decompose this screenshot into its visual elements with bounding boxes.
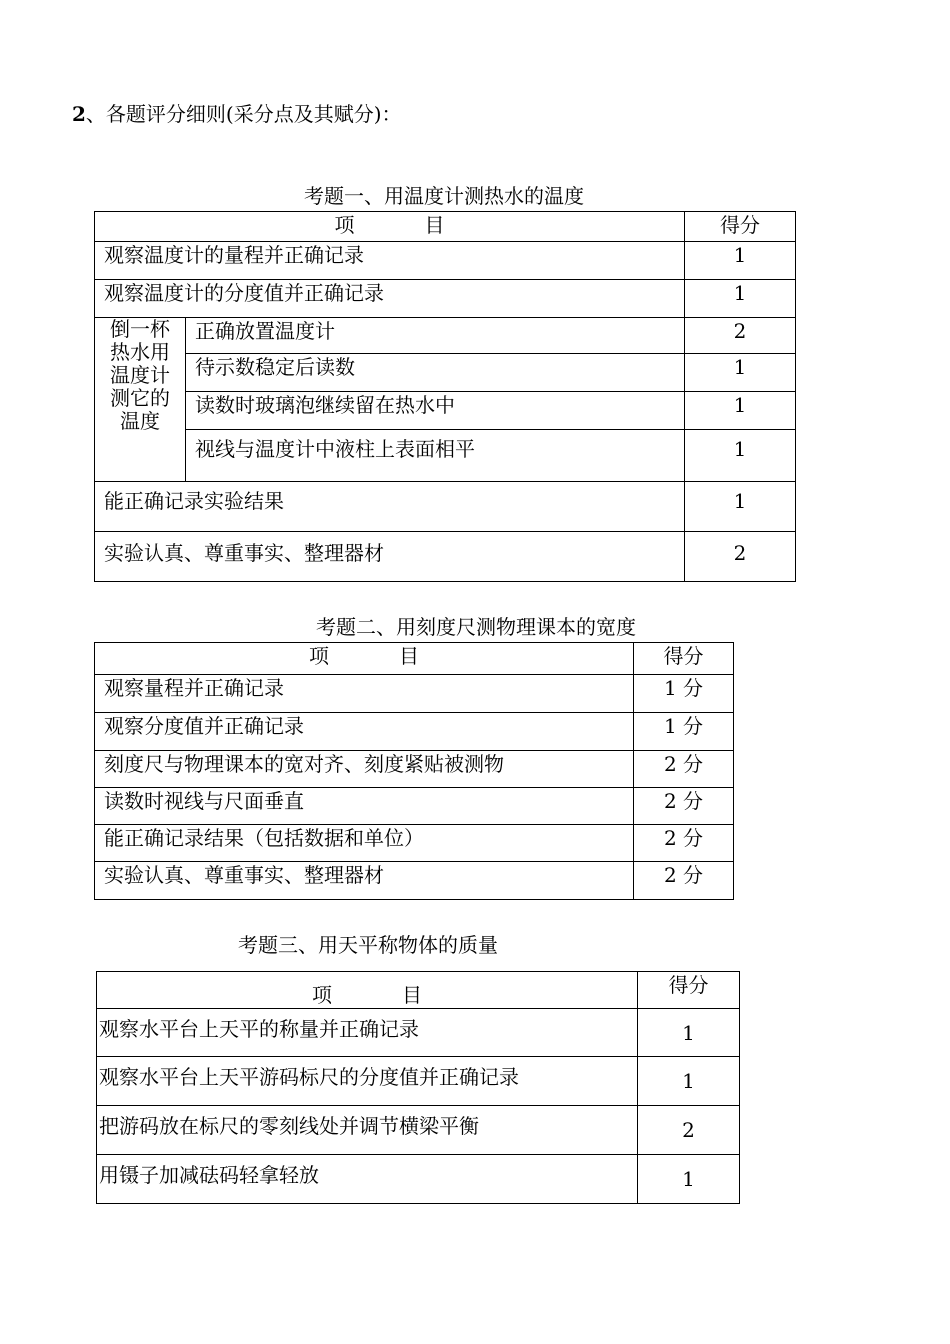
table2-item: 能正确记录结果（包括数据和单位） [95, 825, 634, 862]
table-row [97, 1155, 740, 1204]
table-row [97, 1009, 740, 1057]
table3-header-score: 得分 [638, 972, 740, 1009]
table-row [95, 532, 796, 582]
table-row [95, 751, 734, 788]
table1-item: 观察温度计的量程并正确记录 [95, 242, 685, 280]
table1-item: 观察温度计的分度值并正确记录 [95, 280, 685, 318]
table2-item: 刻度尺与物理课本的宽对齐、刻度紧贴被测物 [95, 751, 634, 788]
table1-score: 1 [685, 354, 796, 392]
table2-score: 2 分 [634, 825, 734, 862]
table1-header-row [95, 212, 796, 242]
table1-score: 1 [685, 430, 796, 482]
table2-score: 1 分 [634, 675, 734, 713]
table1 [94, 211, 796, 582]
table-row [95, 392, 796, 430]
table-row [97, 1106, 740, 1155]
table2-score: 2 分 [634, 788, 734, 825]
table3-caption: 考题三、用天平称物体的质量 [238, 933, 498, 957]
table1-item: 待示数稳定后读数 [186, 354, 685, 392]
table2-score: 2 分 [634, 751, 734, 788]
table2 [94, 642, 734, 900]
table1-item: 正确放置温度计 [186, 318, 685, 354]
table2-item: 实验认真、尊重事实、整理器材 [95, 862, 634, 900]
table2-header-item: 项 目 [95, 643, 634, 675]
section-heading [72, 98, 402, 127]
table1-score: 2 [685, 318, 796, 354]
table2-item: 观察分度值并正确记录 [95, 713, 634, 751]
table-row [95, 318, 796, 354]
table1-caption: 考题一、用温度计测热水的温度 [304, 184, 584, 208]
table1-item: 读数时玻璃泡继续留在热水中 [186, 392, 685, 430]
table-row [95, 862, 734, 900]
table2-header-row [95, 643, 734, 675]
table-row [95, 280, 796, 318]
table3-item: 观察水平台上天平的称量并正确记录 [97, 1009, 638, 1057]
table3-score: 1 [638, 1155, 740, 1204]
table1-header-item: 项 目 [95, 212, 685, 242]
table2-item: 读数时视线与尺面垂直 [95, 788, 634, 825]
table1-item: 实验认真、尊重事实、整理器材 [95, 532, 685, 582]
table3-item: 把游码放在标尺的零刻线处并调节横梁平衡 [97, 1106, 638, 1155]
table2-score: 2 分 [634, 862, 734, 900]
table-row [95, 825, 734, 862]
table1-item: 能正确记录实验结果 [95, 482, 685, 532]
table1-header-score: 得分 [685, 212, 796, 242]
table3-item: 用镊子加减砝码轻拿轻放 [97, 1155, 638, 1204]
table1-group-label: 倒一杯 热水用 温度计 测它的 温度 [95, 318, 186, 482]
table-row [95, 675, 734, 713]
section-title: 、各题评分细则(采分点及其赋分)： [85, 102, 402, 126]
table-row [95, 354, 796, 392]
table3-score: 2 [638, 1106, 740, 1155]
table3-header-row [97, 972, 740, 1009]
table-row [95, 430, 796, 482]
table-row [95, 788, 734, 825]
table2-item: 观察量程并正确记录 [95, 675, 634, 713]
table2-score: 1 分 [634, 713, 734, 751]
table1-score: 1 [685, 242, 796, 280]
table1-score: 2 [685, 532, 796, 582]
table-row [95, 242, 796, 280]
table3 [96, 971, 740, 1204]
section-number: 2 [72, 102, 86, 126]
table-row [97, 1057, 740, 1106]
table2-caption: 考题二、用刻度尺测物理课本的宽度 [316, 615, 636, 639]
table3-score: 1 [638, 1057, 740, 1106]
table-row [95, 482, 796, 532]
table3-score: 1 [638, 1009, 740, 1057]
table1-score: 1 [685, 392, 796, 430]
table2-header-score: 得分 [634, 643, 734, 675]
table1-item: 视线与温度计中液柱上表面相平 [186, 430, 685, 482]
table1-score: 1 [685, 280, 796, 318]
table-row [95, 713, 734, 751]
table1-score: 1 [685, 482, 796, 532]
table3-header-item: 项 目 [97, 972, 638, 1009]
table3-item: 观察水平台上天平游码标尺的分度值并正确记录 [97, 1057, 638, 1106]
